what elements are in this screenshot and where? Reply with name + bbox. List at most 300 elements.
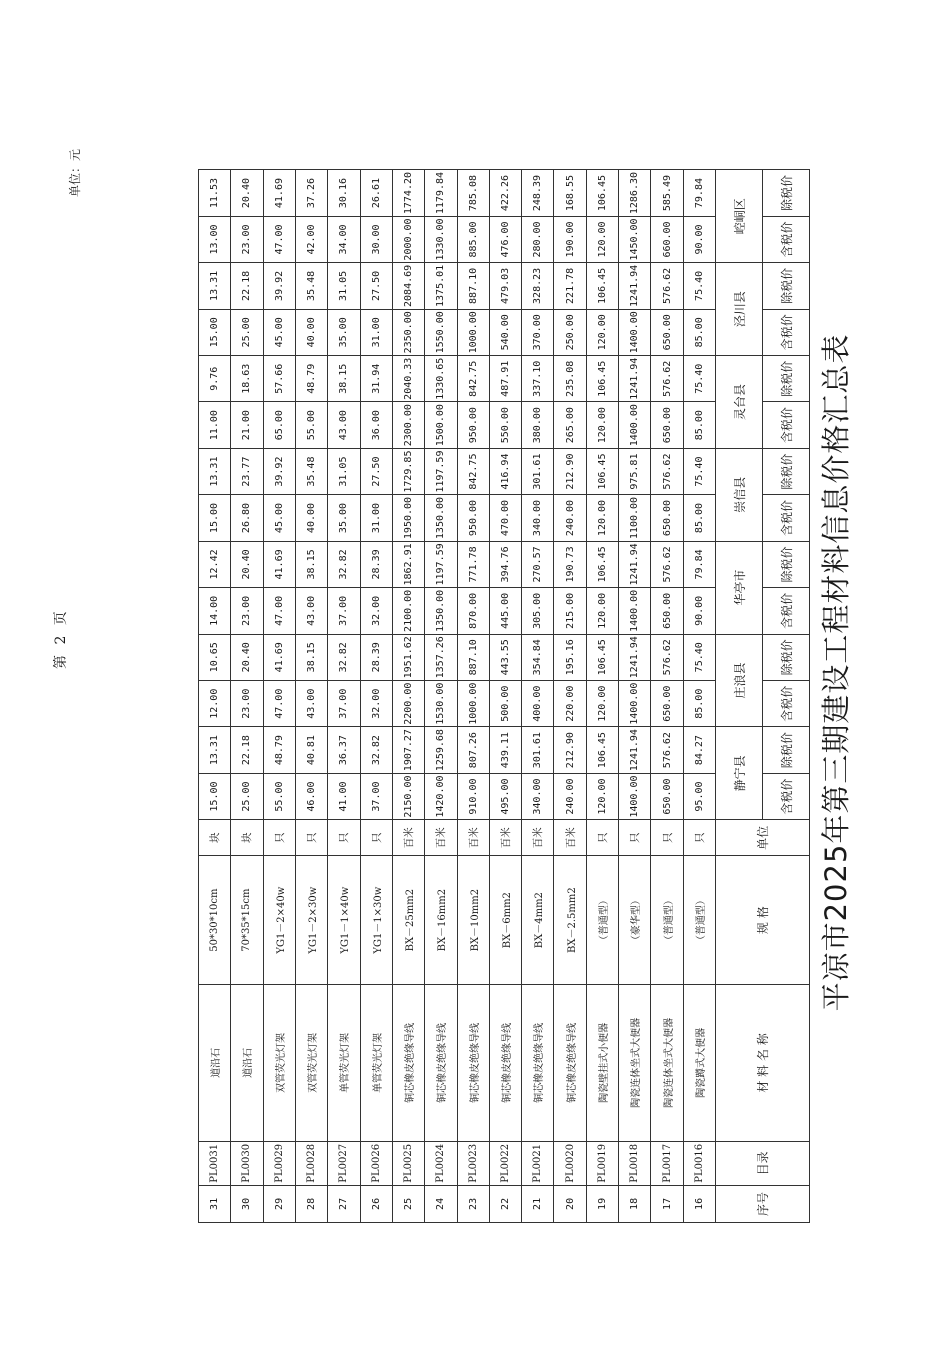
cell-inc-tax: 476.00 <box>489 216 521 262</box>
cell-ex-tax: 106.45 <box>586 263 618 309</box>
cell-ex-tax: 1197.59 <box>425 541 457 587</box>
cell-ex-tax: 270.57 <box>522 541 554 587</box>
cell-inc-tax: 25.00 <box>231 309 263 355</box>
cell-name: 陶瓷壁挂式小便器 <box>586 985 618 1142</box>
cell-name: 道沿石 <box>231 985 263 1142</box>
cell-ex-tax: 106.45 <box>586 634 618 680</box>
cell-ex-tax: 301.61 <box>522 727 554 773</box>
cell-ex-tax: 1729.85 <box>392 448 424 494</box>
cell-inc-tax: 240.00 <box>554 495 586 541</box>
header-seq: 序号 <box>716 1185 810 1222</box>
cell-inc-tax: 215.00 <box>554 588 586 634</box>
cell-inc-tax: 1330.00 <box>425 216 457 262</box>
cell-ex-tax: 487.91 <box>489 356 521 402</box>
cell-unit: 百米 <box>489 820 521 856</box>
unit-label: 单位：元 <box>68 148 82 197</box>
cell-inc-tax: 37.00 <box>328 680 360 726</box>
header-inc-tax: 含税价 <box>763 216 810 262</box>
header-ex-tax: 除税价 <box>763 634 810 680</box>
cell-inc-tax: 885.00 <box>457 216 489 262</box>
header-ex-tax: 除税价 <box>763 541 810 587</box>
cell-ex-tax: 75.40 <box>683 263 715 309</box>
cell-ex-tax: 41.69 <box>263 170 295 216</box>
table-row <box>199 75 231 1223</box>
cell-inc-tax: 12.00 <box>199 680 231 726</box>
cell-ex-tax: 1286.30 <box>619 170 651 216</box>
cell-inc-tax: 25.00 <box>231 773 263 819</box>
cell-inc-tax: 13.00 <box>199 216 231 262</box>
cell-inc-tax: 495.00 <box>489 773 521 819</box>
cell-ex-tax: 443.55 <box>489 634 521 680</box>
cell-inc-tax: 1400.00 <box>619 309 651 355</box>
cell-inc-tax: 43.00 <box>295 680 327 726</box>
cell-ex-tax: 13.31 <box>199 448 231 494</box>
cell-inc-tax: 23.00 <box>231 216 263 262</box>
cell-ex-tax: 26.61 <box>360 170 392 216</box>
cell-seq: 16 <box>683 1185 715 1222</box>
cell-inc-tax: 470.00 <box>489 495 521 541</box>
cell-inc-tax: 43.00 <box>295 588 327 634</box>
cell-inc-tax: 41.00 <box>328 773 360 819</box>
header-ex-tax: 除税价 <box>763 170 810 216</box>
cell-ex-tax: 212.90 <box>554 727 586 773</box>
header-inc-tax: 含税价 <box>763 495 810 541</box>
cell-unit: 只 <box>586 820 618 856</box>
cell-ex-tax: 2040.33 <box>392 356 424 402</box>
table-row <box>457 75 489 1223</box>
cell-inc-tax: 34.00 <box>328 216 360 262</box>
table-row <box>522 75 554 1223</box>
cell-ex-tax: 27.50 <box>360 263 392 309</box>
cell-inc-tax: 120.00 <box>586 216 618 262</box>
cell-seq: 23 <box>457 1185 489 1222</box>
cell-inc-tax: 1530.00 <box>425 680 457 726</box>
cell-spec: （豪华型） <box>619 856 651 985</box>
cell-inc-tax: 370.00 <box>522 309 554 355</box>
cell-unit: 只 <box>263 820 295 856</box>
cell-ex-tax: 37.26 <box>295 170 327 216</box>
cell-seq: 21 <box>522 1185 554 1222</box>
cell-inc-tax: 265.00 <box>554 402 586 448</box>
cell-ex-tax: 106.45 <box>586 448 618 494</box>
cell-name: 陶瓷连体坐式大便器 <box>651 985 683 1142</box>
cell-unit: 百米 <box>425 820 457 856</box>
cell-ex-tax: 79.84 <box>683 541 715 587</box>
cell-ex-tax: 41.69 <box>263 634 295 680</box>
cell-spec: YG1－1×40w <box>328 856 360 985</box>
cell-inc-tax: 1400.00 <box>619 588 651 634</box>
cell-ex-tax: 32.82 <box>328 541 360 587</box>
cell-name: 铜芯橡皮绝缘导线 <box>425 985 457 1142</box>
cell-ex-tax: 576.62 <box>651 634 683 680</box>
cell-ex-tax: 48.79 <box>295 356 327 402</box>
cell-ex-tax: 36.37 <box>328 727 360 773</box>
cell-inc-tax: 280.00 <box>522 216 554 262</box>
cell-inc-tax: 35.00 <box>328 495 360 541</box>
cell-seq: 17 <box>651 1185 683 1222</box>
cell-name: 陶瓷连体坐式大便器 <box>619 985 651 1142</box>
cell-ex-tax: 212.90 <box>554 448 586 494</box>
cell-inc-tax: 30.00 <box>360 216 392 262</box>
header-region: 灵台县 <box>716 356 763 449</box>
cell-ex-tax: 1259.68 <box>425 727 457 773</box>
cell-unit: 只 <box>328 820 360 856</box>
cell-inc-tax: 31.00 <box>360 495 392 541</box>
cell-inc-tax: 95.00 <box>683 773 715 819</box>
cell-inc-tax: 43.00 <box>328 402 360 448</box>
header-region: 庄浪县 <box>716 634 763 727</box>
cell-spec: BX－16mm2 <box>425 856 457 985</box>
cell-ex-tax: 40.81 <box>295 727 327 773</box>
cell-ex-tax: 301.61 <box>522 448 554 494</box>
cell-ex-tax: 12.42 <box>199 541 231 587</box>
cell-code: PL0024 <box>425 1141 457 1185</box>
cell-inc-tax: 1100.00 <box>619 495 651 541</box>
cell-ex-tax: 35.48 <box>295 263 327 309</box>
cell-inc-tax: 870.00 <box>457 588 489 634</box>
cell-ex-tax: 35.48 <box>295 448 327 494</box>
cell-inc-tax: 85.00 <box>683 680 715 726</box>
cell-ex-tax: 106.45 <box>586 541 618 587</box>
cell-ex-tax: 1862.91 <box>392 541 424 587</box>
cell-inc-tax: 120.00 <box>586 402 618 448</box>
cell-ex-tax: 13.31 <box>199 727 231 773</box>
cell-ex-tax: 30.16 <box>328 170 360 216</box>
cell-inc-tax: 15.00 <box>199 495 231 541</box>
cell-spec: BX－25mm2 <box>392 856 424 985</box>
cell-ex-tax: 38.15 <box>328 356 360 402</box>
cell-ex-tax: 57.66 <box>263 356 295 402</box>
cell-inc-tax: 2200.00 <box>392 680 424 726</box>
cell-code: PL0016 <box>683 1141 715 1185</box>
cell-code: PL0030 <box>231 1141 263 1185</box>
cell-ex-tax: 887.10 <box>457 263 489 309</box>
cell-inc-tax: 32.00 <box>360 588 392 634</box>
cell-seq: 27 <box>328 1185 360 1222</box>
price-table-body <box>198 74 716 1223</box>
cell-inc-tax: 1350.00 <box>425 495 457 541</box>
header-region: 华亭市 <box>716 541 763 634</box>
cell-ex-tax: 1241.94 <box>619 727 651 773</box>
cell-seq: 28 <box>295 1185 327 1222</box>
cell-ex-tax: 807.26 <box>457 727 489 773</box>
cell-unit: 块 <box>231 820 263 856</box>
cell-unit: 百米 <box>522 820 554 856</box>
cell-inc-tax: 2350.00 <box>392 309 424 355</box>
header-region: 崆峒区 <box>716 170 763 263</box>
cell-inc-tax: 85.00 <box>683 309 715 355</box>
cell-code: PL0025 <box>392 1141 424 1185</box>
table-row <box>619 75 651 1223</box>
cell-ex-tax: 479.03 <box>489 263 521 309</box>
cell-code: PL0023 <box>457 1141 489 1185</box>
cell-ex-tax: 31.05 <box>328 448 360 494</box>
cell-inc-tax: 1400.00 <box>619 773 651 819</box>
cell-ex-tax: 2084.69 <box>392 263 424 309</box>
cell-inc-tax: 910.00 <box>457 773 489 819</box>
table-row <box>651 75 683 1223</box>
cell-ex-tax: 168.55 <box>554 170 586 216</box>
cell-ex-tax: 354.84 <box>522 634 554 680</box>
cell-inc-tax: 45.00 <box>263 309 295 355</box>
cell-name: 铜芯橡皮绝缘导线 <box>522 985 554 1142</box>
cell-code: PL0021 <box>522 1141 554 1185</box>
table-row <box>231 75 263 1223</box>
cell-name: 双管荧光灯架 <box>263 985 295 1142</box>
cell-ex-tax: 20.40 <box>231 541 263 587</box>
cell-inc-tax: 2100.00 <box>392 588 424 634</box>
cell-inc-tax: 40.00 <box>295 309 327 355</box>
cell-spec: （普通型） <box>651 856 683 985</box>
header-unit: 单位 <box>716 820 810 856</box>
cell-code: PL0026 <box>360 1141 392 1185</box>
cell-inc-tax: 31.00 <box>360 309 392 355</box>
cell-name: 单管荧光灯架 <box>328 985 360 1142</box>
cell-inc-tax: 340.00 <box>522 773 554 819</box>
header-inc-tax: 含税价 <box>763 309 810 355</box>
cell-inc-tax: 85.00 <box>683 402 715 448</box>
cell-inc-tax: 37.00 <box>360 773 392 819</box>
cell-inc-tax: 220.00 <box>554 680 586 726</box>
cell-inc-tax: 650.00 <box>651 495 683 541</box>
cell-ex-tax: 785.08 <box>457 170 489 216</box>
cell-ex-tax: 235.08 <box>554 356 586 402</box>
cell-spec: 70*35*15cm <box>231 856 263 985</box>
cell-ex-tax: 576.62 <box>651 541 683 587</box>
cell-inc-tax: 15.00 <box>199 773 231 819</box>
price-table-header <box>715 74 810 1223</box>
cell-ex-tax: 1357.26 <box>425 634 457 680</box>
cell-unit: 百米 <box>392 820 424 856</box>
cell-unit: 只 <box>360 820 392 856</box>
cell-ex-tax: 31.05 <box>328 263 360 309</box>
cell-seq: 18 <box>619 1185 651 1222</box>
cell-spec: BX－2.5mm2 <box>554 856 586 985</box>
cell-ex-tax: 106.45 <box>586 356 618 402</box>
cell-seq: 20 <box>554 1185 586 1222</box>
cell-ex-tax: 585.49 <box>651 170 683 216</box>
cell-inc-tax: 120.00 <box>586 680 618 726</box>
cell-unit: 只 <box>295 820 327 856</box>
cell-ex-tax: 27.50 <box>360 448 392 494</box>
cell-inc-tax: 90.00 <box>683 216 715 262</box>
cell-inc-tax: 32.00 <box>360 680 392 726</box>
cell-ex-tax: 20.40 <box>231 170 263 216</box>
cell-inc-tax: 1350.00 <box>425 588 457 634</box>
cell-inc-tax: 250.00 <box>554 309 586 355</box>
cell-ex-tax: 13.31 <box>199 263 231 309</box>
page-number: 第 2 页 <box>53 608 69 669</box>
cell-inc-tax: 36.00 <box>360 402 392 448</box>
cell-seq: 26 <box>360 1185 392 1222</box>
cell-name: 铜芯橡皮绝缘导线 <box>489 985 521 1142</box>
cell-code: PL0029 <box>263 1141 295 1185</box>
cell-inc-tax: 650.00 <box>651 773 683 819</box>
cell-code: PL0028 <box>295 1141 327 1185</box>
cell-inc-tax: 120.00 <box>586 309 618 355</box>
header-inc-tax: 含税价 <box>763 588 810 634</box>
cell-unit: 只 <box>683 820 715 856</box>
cell-inc-tax: 21.00 <box>231 402 263 448</box>
header-ex-tax: 除税价 <box>763 356 810 402</box>
cell-inc-tax: 120.00 <box>586 588 618 634</box>
cell-ex-tax: 416.94 <box>489 448 521 494</box>
header-ex-tax: 除税价 <box>763 263 810 309</box>
cell-inc-tax: 11.00 <box>199 402 231 448</box>
cell-seq: 24 <box>425 1185 457 1222</box>
cell-spec: YG1－2×30w <box>295 856 327 985</box>
header-ex-tax: 除税价 <box>763 448 810 494</box>
cell-seq: 29 <box>263 1185 295 1222</box>
cell-ex-tax: 887.10 <box>457 634 489 680</box>
cell-spec: YG1－2×40w <box>263 856 295 985</box>
header-inc-tax: 含税价 <box>763 681 810 727</box>
cell-ex-tax: 248.39 <box>522 170 554 216</box>
cell-inc-tax: 650.00 <box>651 680 683 726</box>
cell-ex-tax: 31.94 <box>360 356 392 402</box>
cell-ex-tax: 75.40 <box>683 448 715 494</box>
cell-spec: YG1－1×30w <box>360 856 392 985</box>
cell-inc-tax: 55.00 <box>295 402 327 448</box>
cell-unit: 只 <box>619 820 651 856</box>
cell-code: PL0022 <box>489 1141 521 1185</box>
cell-ex-tax: 75.40 <box>683 356 715 402</box>
cell-spec: BX－6mm2 <box>489 856 521 985</box>
table-row <box>489 75 521 1223</box>
table-row <box>328 75 360 1223</box>
cell-ex-tax: 439.11 <box>489 727 521 773</box>
cell-name: 道沿石 <box>199 985 231 1142</box>
header-inc-tax: 含税价 <box>763 402 810 448</box>
cell-inc-tax: 190.00 <box>554 216 586 262</box>
cell-inc-tax: 2300.00 <box>392 402 424 448</box>
cell-inc-tax: 340.00 <box>522 495 554 541</box>
cell-inc-tax: 120.00 <box>586 773 618 819</box>
cell-seq: 22 <box>489 1185 521 1222</box>
cell-ex-tax: 106.45 <box>586 170 618 216</box>
cell-spec: BX－4mm2 <box>522 856 554 985</box>
cell-name: 铜芯橡皮绝缘导线 <box>392 985 424 1142</box>
cell-inc-tax: 45.00 <box>263 495 295 541</box>
cell-inc-tax: 950.00 <box>457 495 489 541</box>
table-row <box>425 75 457 1223</box>
cell-ex-tax: 576.62 <box>651 356 683 402</box>
cell-ex-tax: 32.82 <box>360 727 392 773</box>
cell-code: PL0017 <box>651 1141 683 1185</box>
cell-seq: 31 <box>199 1185 231 1222</box>
cell-inc-tax: 240.00 <box>554 773 586 819</box>
cell-inc-tax: 1450.00 <box>619 216 651 262</box>
cell-inc-tax: 650.00 <box>651 402 683 448</box>
cell-inc-tax: 950.00 <box>457 402 489 448</box>
cell-inc-tax: 55.00 <box>263 773 295 819</box>
cell-inc-tax: 15.00 <box>199 309 231 355</box>
cell-unit: 百米 <box>457 820 489 856</box>
cell-inc-tax: 1420.00 <box>425 773 457 819</box>
table-row <box>554 75 586 1223</box>
cell-inc-tax: 1500.00 <box>425 402 457 448</box>
cell-inc-tax: 65.00 <box>263 402 295 448</box>
cell-ex-tax: 337.10 <box>522 356 554 402</box>
cell-ex-tax: 842.75 <box>457 356 489 402</box>
cell-inc-tax: 380.00 <box>522 402 554 448</box>
cell-name: 陶瓷蹲式大便器 <box>683 985 715 1142</box>
cell-ex-tax: 975.81 <box>619 448 651 494</box>
header-region: 崇信县 <box>716 448 763 541</box>
cell-spec: （普通型） <box>683 856 715 985</box>
table-row <box>683 75 715 1223</box>
header-region: 静宁县 <box>716 727 763 820</box>
cell-code: PL0027 <box>328 1141 360 1185</box>
cell-ex-tax: 771.78 <box>457 541 489 587</box>
cell-seq: 19 <box>586 1185 618 1222</box>
cell-ex-tax: 28.39 <box>360 541 392 587</box>
cell-inc-tax: 550.00 <box>489 402 521 448</box>
cell-ex-tax: 195.16 <box>554 634 586 680</box>
cell-inc-tax: 23.00 <box>231 588 263 634</box>
cell-ex-tax: 38.15 <box>295 541 327 587</box>
cell-ex-tax: 576.62 <box>651 263 683 309</box>
cell-ex-tax: 18.63 <box>231 356 263 402</box>
cell-ex-tax: 22.18 <box>231 263 263 309</box>
table-row <box>586 75 618 1223</box>
cell-spec: 50*30*10cm <box>199 856 231 985</box>
cell-ex-tax: 79.84 <box>683 170 715 216</box>
cell-inc-tax: 47.00 <box>263 216 295 262</box>
cell-inc-tax: 47.00 <box>263 588 295 634</box>
header-region: 泾川县 <box>716 263 763 356</box>
cell-ex-tax: 842.75 <box>457 448 489 494</box>
cell-code: PL0018 <box>619 1141 651 1185</box>
cell-ex-tax: 576.62 <box>651 727 683 773</box>
cell-ex-tax: 39.92 <box>263 263 295 309</box>
cell-inc-tax: 540.00 <box>489 309 521 355</box>
cell-name: 铜芯橡皮绝缘导线 <box>457 985 489 1142</box>
cell-ex-tax: 1375.01 <box>425 263 457 309</box>
cell-ex-tax: 23.77 <box>231 448 263 494</box>
cell-ex-tax: 38.15 <box>295 634 327 680</box>
cell-inc-tax: 14.00 <box>199 588 231 634</box>
cell-unit: 百米 <box>554 820 586 856</box>
cell-ex-tax: 1241.94 <box>619 356 651 402</box>
cell-inc-tax: 120.00 <box>586 495 618 541</box>
cell-ex-tax: 1241.94 <box>619 541 651 587</box>
cell-ex-tax: 11.53 <box>199 170 231 216</box>
cell-inc-tax: 35.00 <box>328 309 360 355</box>
cell-inc-tax: 2150.00 <box>392 773 424 819</box>
cell-inc-tax: 1950.00 <box>392 495 424 541</box>
cell-ex-tax: 39.92 <box>263 448 295 494</box>
cell-spec: BX－10mm2 <box>457 856 489 985</box>
cell-code: PL0020 <box>554 1141 586 1185</box>
cell-inc-tax: 1000.00 <box>457 309 489 355</box>
cell-inc-tax: 1550.00 <box>425 309 457 355</box>
cell-inc-tax: 47.00 <box>263 680 295 726</box>
header-ex-tax: 除税价 <box>763 727 810 773</box>
cell-inc-tax: 42.00 <box>295 216 327 262</box>
header-spec: 规 格 <box>716 856 810 985</box>
cell-inc-tax: 23.00 <box>231 680 263 726</box>
header-name: 材 料 名 称 <box>716 985 810 1142</box>
table-row <box>263 75 295 1223</box>
cell-inc-tax: 445.00 <box>489 588 521 634</box>
cell-ex-tax: 32.82 <box>328 634 360 680</box>
cell-inc-tax: 650.00 <box>651 588 683 634</box>
cell-ex-tax: 1179.84 <box>425 170 457 216</box>
cell-name: 单管荧光灯架 <box>360 985 392 1142</box>
cell-ex-tax: 576.62 <box>651 448 683 494</box>
cell-ex-tax: 1330.65 <box>425 356 457 402</box>
